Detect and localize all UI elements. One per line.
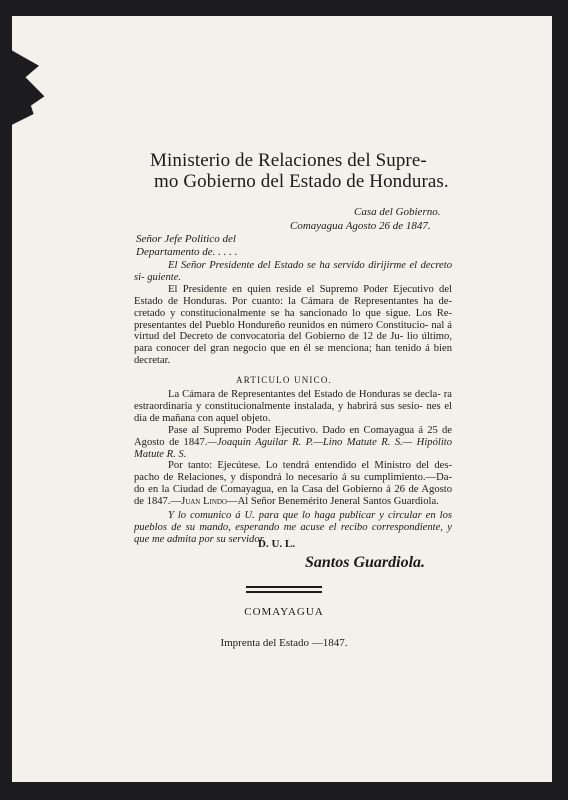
imprint-line: Imprenta del Estado —1847.	[220, 637, 348, 649]
ejecutese-tail: —Al Señor Benemérito Jeneral Santos Guardiola.	[226, 496, 439, 508]
addressee-line-1: Señor Jefe Politico del	[136, 233, 236, 245]
decree-articles	[134, 389, 452, 508]
place-line: Casa del Gobierno.	[354, 206, 441, 218]
signature: Santos Guardiola.	[305, 554, 426, 571]
double-rule-divider	[246, 586, 322, 593]
intro-paragraph: El Señor Presidente del Estado se ha servido dirijirme el decreto si- guiente.	[134, 260, 452, 283]
title-line-2: mo Gobierno del Estado de Honduras.	[154, 171, 449, 192]
preamble-paragraph: El Presidente en quien reside el Supremo Poder Ejecutivo del Estado de Honduras. Por cuanto: la Cámara de Representantes ha de- cretado y constitucionalmente se ha sancionado lo que sigue. Los Re- presentantes del Pueblo Hondureño reunidos en número Constitucio- nal á virtud del Decreto de convocatoria del Gobierno de 12 de Ju- lio último, para conocer del gran negocio que en él se menciona; han tenido á bien decretar.	[134, 283, 452, 367]
ejecutese-text: Por tanto: Ejecútese. Lo tendrá entendido el Ministro del des- pacho de Relaciones, y dispondrá lo necesario á su cumplimiento.—Da- do en la Ciudad de Comayagua, en la Casa del Gobierno á 26 de Agosto de 1847.—	[134, 460, 452, 508]
article-heading: ARTICULO UNICO.	[236, 375, 332, 385]
ejecutese-signer: Juan Lindo	[181, 496, 227, 508]
pase-signers: —Joaquin Aguilar R. P.—Lino Matute R. S.— Hipólito Matute R. S.	[134, 436, 452, 460]
document-title	[150, 150, 450, 192]
place-date	[290, 205, 460, 233]
ejecutese-paragraph	[134, 460, 452, 508]
pase-text: Pase al Supremo Poder Ejecutivo. Dado en Comayagua á 25 de Agosto de 1847.	[134, 424, 452, 448]
decree-body	[134, 260, 452, 367]
date-line: Comayagua Agosto 26 de 1847.	[290, 220, 431, 232]
pase-paragraph	[134, 425, 452, 461]
addressee-line-2: Departamento de. . . . .	[136, 246, 238, 258]
closing-paragraph: Y lo comunico á U. para que lo haga publicar y circular en los pueblos de su mando, esperando me acuse el recibo correspondiente, y que me admita por su servidor.	[134, 510, 452, 545]
city-name: COMAYAGUA	[244, 606, 324, 618]
dul-abbreviation: D. U. L.	[258, 538, 295, 550]
title-line-1: Ministerio de Relaciones del Supre-	[150, 150, 427, 171]
addressee	[136, 233, 316, 259]
article-paragraph: La Cámara de Representantes del Estado de Honduras se decla- ra estraordinaria y constitucionalmente instalada, y habrirá sus sesio- nes el dia de mañana con aquel objeto.	[134, 389, 452, 424]
